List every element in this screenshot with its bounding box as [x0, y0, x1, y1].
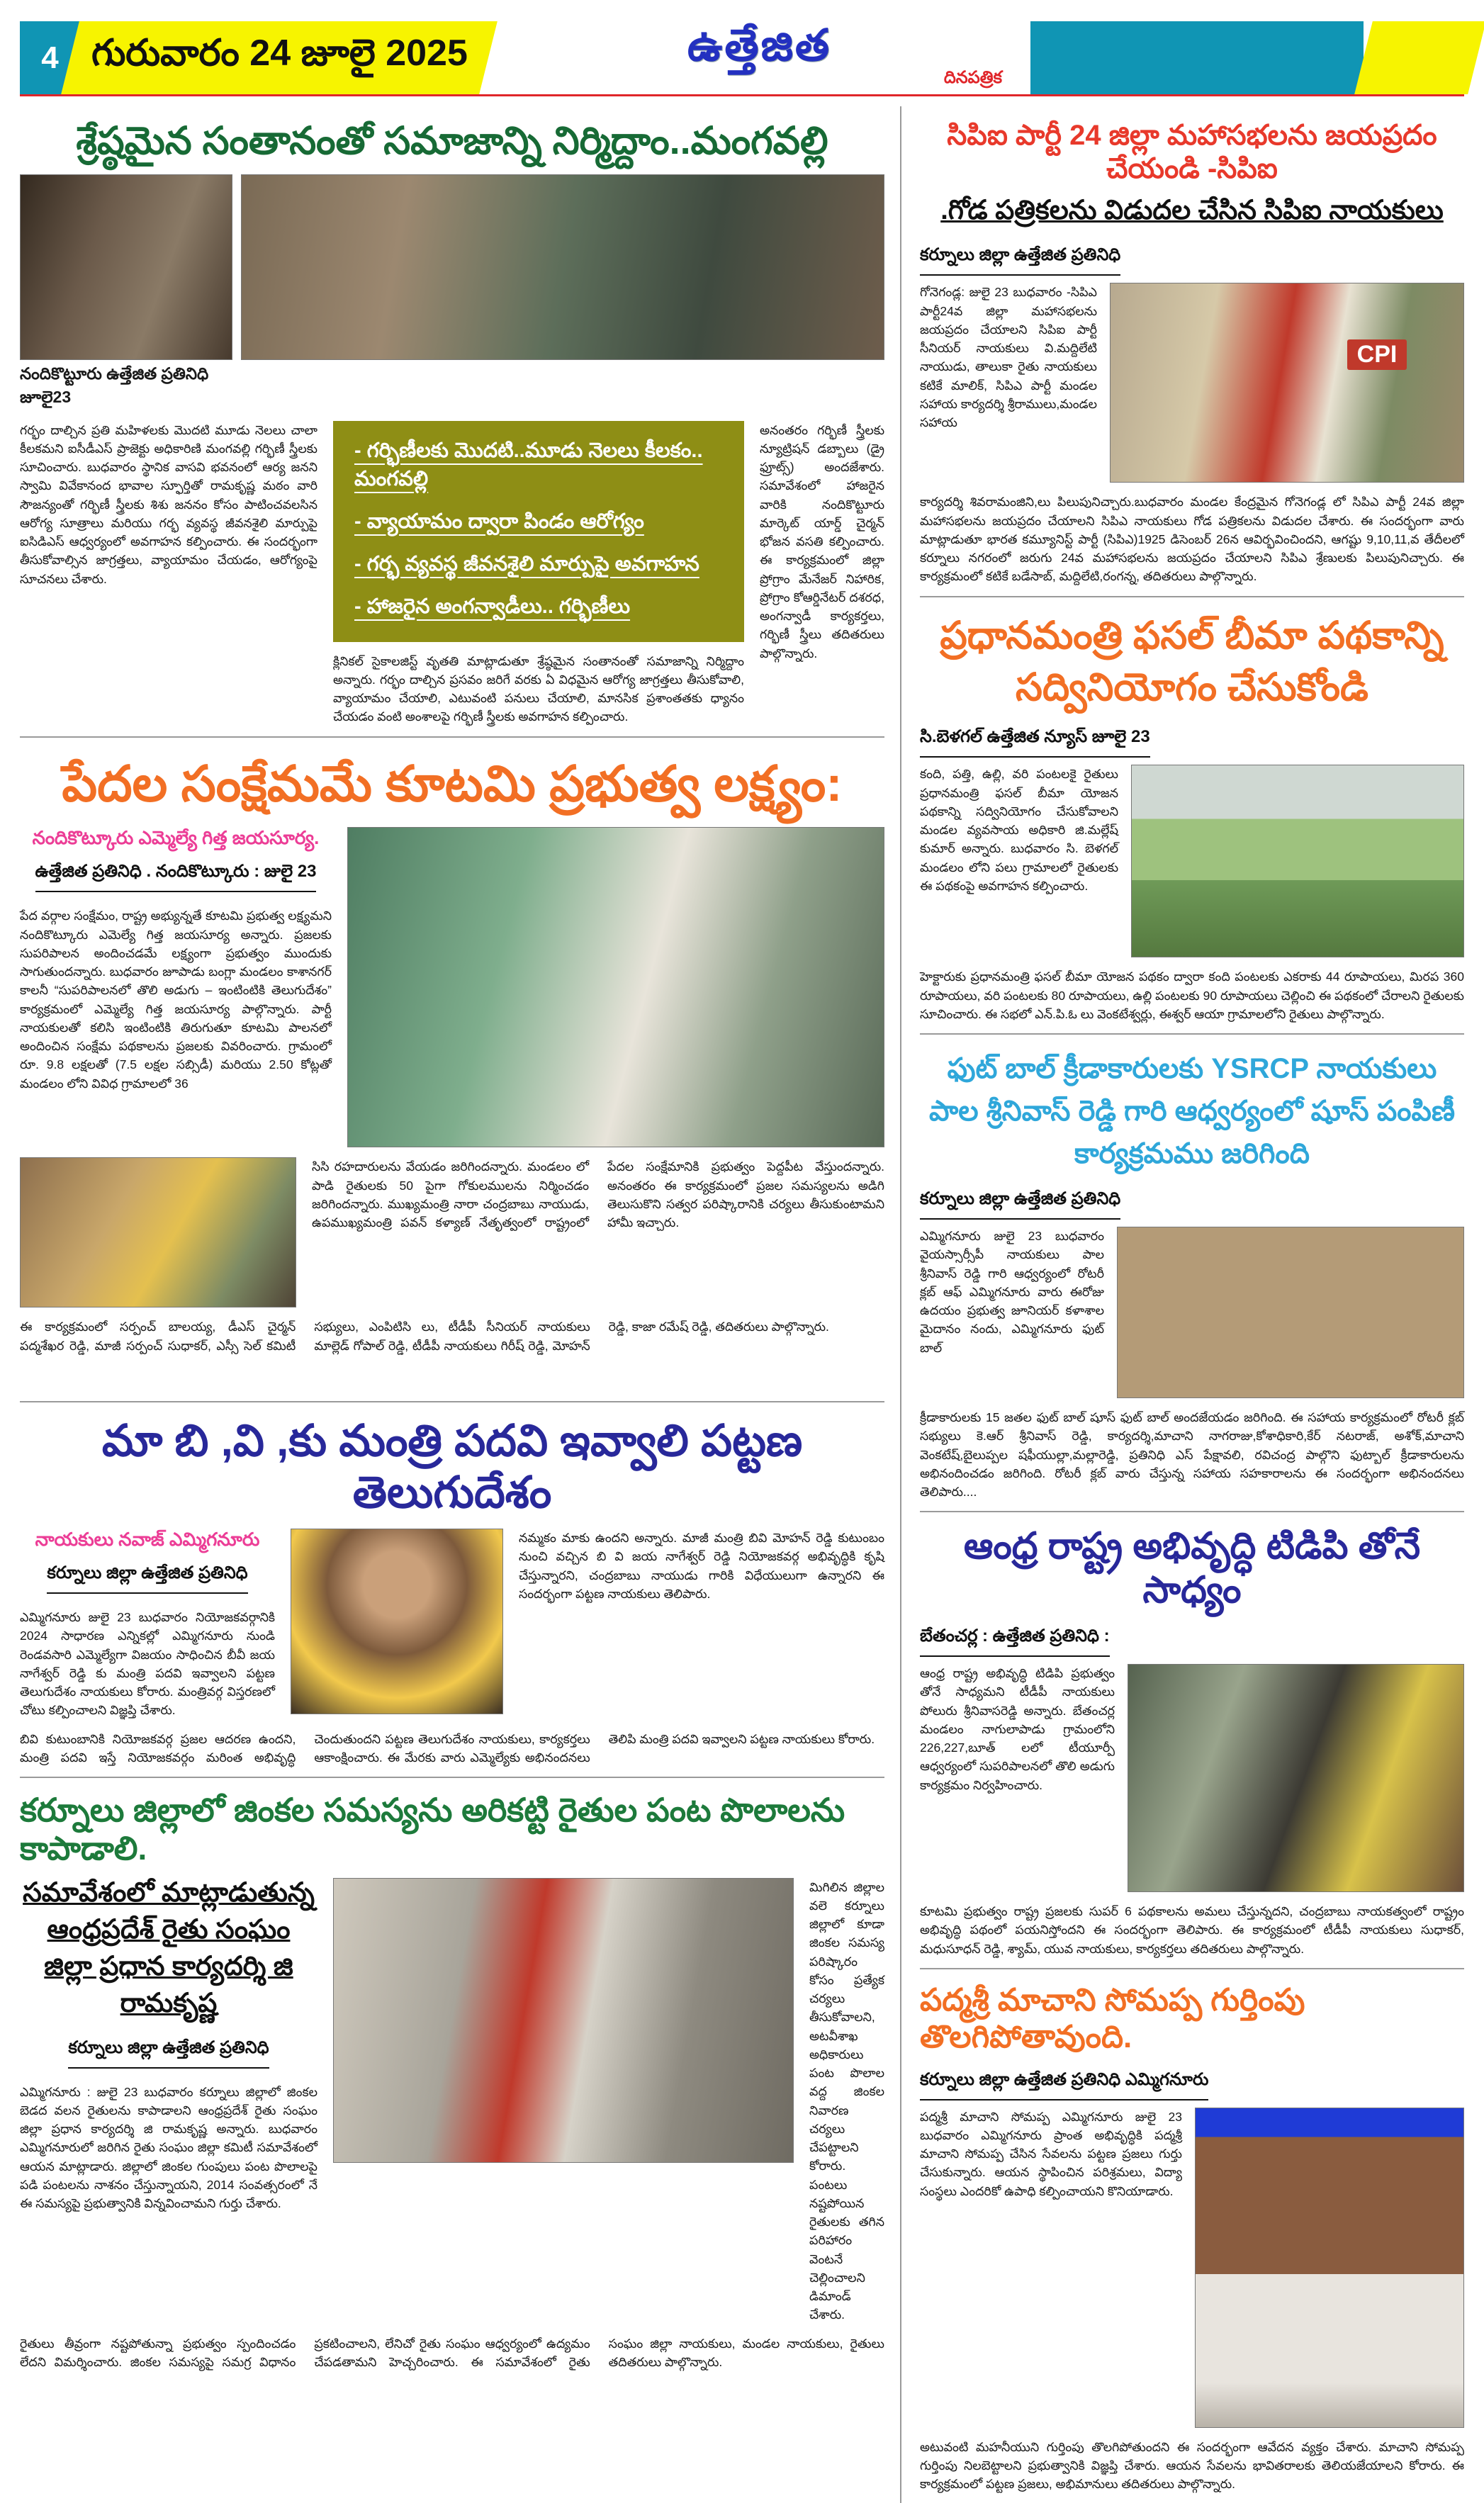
headline: శ్రేష్ఠమైన సంతానంతో సమాజాన్ని నిర్మిద్దాం..మంగవల్లి — [76, 120, 828, 162]
photo-mla-group — [347, 827, 884, 1147]
body-column: ఎమ్మిగనూరు జులై 23 బుధవారం వైయస్సార్సీపీ నాయకులు పాల శ్రీనివాస్ రెడ్డి గారి ఆధ్వర్యంలో రోటరీ క్లబ్ ఆఫ్ ఎమ్మిగనూరు వారు ఈరోజు ఉదయం ప్రభుత్వ జూనియర్ కళాశాల మైదానం నందు, ఎమ్మిగనూరు ఫుట్ బాల్ — [920, 1229, 1104, 1355]
logo-subtitle: దినపత్రిక — [943, 68, 1002, 87]
photo-cpi-flag-street — [1110, 283, 1464, 483]
body-column: క్లినికల్ సైకాలజిస్ట్ వృతతి మాట్లాడుతూ శ్రేష్ఠమైన సంతానంతో సమాజాన్ని నిర్మిద్దాం అన్నారు. గర్భం దాల్చిన ప్రసవం జరిగే వరకు ఏ విధమైన ఆరోగ్య జాగ్రత్తలు తీసుకోవాలి, వ్యాయామం చేయాలి, ఎటువంటి పనులు చేయాలి, మానసిక ప్రశాంతతకు ధ్యానం చేయడం వంటి అంశాలపై గర్భిణీ స్త్రీలకు అవగాహన కల్పించారు. — [333, 653, 744, 724]
page-header — [20, 21, 1464, 96]
body-left — [20, 1529, 275, 1720]
body-bottom: కార్యదర్శి శివరామంజిని,లు పిలుపునిచ్చారు.బుధవారం మండల కేంద్రమైన గోనెగండ్ల లో సిపిఎ పార్టీ 24వ జిల్లా మహాసభలను జయప్రదం చేయాలని సిపిఎ నాయకులు గోడ పత్రికలను విడుదల చేశారు. ఈ సందర్భంగా వారు మాట్లాడుతూ భారత కమ్యూనిస్ట్ పార్టీ (సిపిఎ)1925 డిసెంబర్ 26న ఆవిర్భవించిందని, ఆగష్టు 9,10,11,వ తేదీలలో కర్నూలు నగరంలో జరుగు 24వ మహాసభలను జయప్రదం చేయాలని సిపిఎ శ్రేణులకు పిలుపునిచ్చారు. ఈ కార్యక్రమంలో కటికే బడేసాబ్, మద్దిలేటి,రంగన్న, తదితరులు పాల్గొన్నారు. — [920, 495, 1464, 584]
bullet-item: - గర్భిణీలకు మొదటి..మూడు నెలలు కీలకం.. మంగవల్లి — [354, 439, 703, 490]
body-column: పేద వర్గాల సంక్షేమం, రాష్ట్ర అభ్యున్నతే కూటమి ప్రభుత్వ లక్ష్యమని నందికొట్కూరు ఎమెల్యే గిత్త జయసూర్య అన్నారు. ప్రజలకు సుపరిపాలన అందించడమే లక్ష్యంగా ప్రభుత్వం ముందుకు సాగుతుందన్నారు. బుధవారం జూపాడు బంగ్లా మండలం కాశానగర్ కాలనీ “సుపరిపాలనలో తొలి అడుగు – ఇంటింటికి తెలుగుదేశం” కార్యక్రమంలో ఎమ్మెల్యే గిత్త జయసూర్య పాల్గొన్నారు. పార్టీ నాయకులతో కలిసి ఇంటింటికి తిరుగుతూ కూటమి పాలనలో అందించిన సంక్షేమ పథకాలను ప్రజలకు వివరించారు. గ్రామంలో రూ. 9.8 లక్షలతో (7.5 లక్షల సబ్సిడీ) మరియు 2.50 కోట్లతో మండలం లోని వివిధ గ్రామాలలో 36 — [20, 909, 332, 1091]
headline: ప్రధానమంత్రి ఫసల్ బీమా పథకాన్ని సద్వినియోగం చేసుకోండి — [940, 614, 1444, 709]
headline: ఆంధ్ర రాష్ట్ర అభివృద్ధి టిడిపి తోనే సాధ్యం — [963, 1526, 1421, 1611]
body-column: ఎమ్మిగనూరు జులై 23 బుధవారం నియోజకవర్గానికి 2024 సాధారణ ఎన్నికల్లో ఎమ్మిగనూరు నుండి రెండవసారి ఎమ్మెల్యేగా విజయం సాధించిన బీవీ జయ నాగేశ్వర్ రెడ్డి కు మంత్రి పదవి ఇవ్వాలని పట్టణ తెలుగుదేశం నాయకులు కోరారు. మంత్రివర్గ విస్తరణలో చోటు కల్పించాలని విజ్ఞప్తి చేశారు. — [20, 1610, 275, 1718]
body-column: ఎమ్మిగనూరు : జులై 23 బుధవారం కర్నూలు జిల్లాలో జింకల బెడద వలన రైతులను కాపాడాలని ఆంధ్రప్రదేశ్ రైతు సంఘం జిల్లా ప్రధాన కార్యదర్శి జి రామకృష్ణ అన్నారు. బుధవారం ఎమ్మిగనూరులో జరిగిన రైతు సంఘం జిల్లా కమిటీ సమావేశంలో ఆయన మాట్లాడారు. జిల్లాలో జింకల గుంపులు పంట పొలాలపై పడి పంటలను నాశనం చేస్తున్నాయని, 2014 సంవత్సరంలో నే ఈ సమస్యపై ప్రభుత్వానికి విన్నవించామని గుర్తు చేశారు. — [20, 2084, 317, 2211]
article-cpi-conference — [920, 106, 1464, 596]
byline-reporter: కర్నూలు జిల్లా ఉత్తేజిత ప్రతినిధి ఎమ్మిగనూరు — [920, 2070, 1208, 2100]
article-fasal-bima — [920, 596, 1464, 1034]
highlight-box — [333, 421, 744, 726]
left-column — [20, 106, 901, 2503]
headline: పద్మశ్రీ మాచాని సోమప్ప గుర్తింపు తొలగిపోతావుంది. — [920, 1982, 1305, 2054]
body-bottom: హెక్టారుకు ప్రధానమంత్రి ఫసల్ బీమా యోజన పథకం ద్వారా కంది పంటలకు ఎకరాకు 44 రూపాయలు, మిరప 360 రూపాయలు, వరి పంటలకు 80 రూపాయలు, ఉల్లి పంటలకు 90 రూపాయలు చెల్లించి ఈ పథకంలో చేరాలని రైతులకు సూచించారు. ఈ సభలో ఎన్.పి.ఓ లు వెంకటేశ్వర్లు, ఈశ్వర్ ఆయా గ్రామాలలోని రైతులు పాల్గొన్నారు. — [920, 969, 1464, 1021]
article-minister-post-demand — [20, 1401, 884, 1777]
body-bottom: బివి కుటుంబానికి నియోజకవర్గ ప్రజల ఆదరణ ఉందని, మంత్రి పదవి ఇస్తే నియోజకవర్గం మరింత అభివృద్ధి చెందుతుందని పట్టణ తెలుగుదేశం నాయకులు, కార్యకర్తలు ఆకాంక్షించారు. ఈ మేరకు వారు ఎమ్మెల్యేకు అభినందనలు తెలిపి మంత్రి పదవి ఇవ్వాలని పట్టణ నాయకులు కోరారు. — [20, 1731, 875, 1765]
byline-reporter: ఉత్తేజిత ప్రతినిధి . నందికొట్కూరు : జులై 23 — [20, 857, 332, 899]
logo-title: ఉత్తేజిత — [687, 21, 832, 70]
page-body — [20, 106, 1464, 2503]
body-bottom: కూటమి ప్రభుత్వం రాష్ట్ర ప్రజలకు సుపర్ 6 పథకాలను అమలు చేస్తున్నదని, చంద్రబాబు నాయకత్వంలో రాష్ట్రం అభివృద్ధి పథంలో పయనిస్తోందని ఈ సందర్భంగా తెలిపారు. ఈ కార్యక్రమంలో టీడీపీ నాయకులు సుధాకర్, మధుసూధన్ రెడ్డి, శ్యామ్, యువ నాయకులు, కార్యకర్తలు తదితరులు పాల్గొన్నారు. — [920, 1904, 1464, 1956]
article-coalition-welfare — [20, 736, 884, 1401]
newspaper-logo — [488, 21, 1030, 94]
byline-row — [920, 2066, 1464, 2108]
body-column: కంది, పత్తి, ఉల్లి, వరి పంటలకై రైతులు ప్రధానమంత్రి ఫసల్ బీమా యోజన పథకాన్ని సద్వినియోగం చేసుకోవాలని మండల వ్యవసాయ అధికారి జి.మల్లేష్ కుమార్ అన్నారు. బుధవారం సి. బెళగల్ మండలం లోని పలు గ్రామాలలో రైతులకు ఈ పథకంపై అవగాహన కల్పించారు. — [920, 767, 1118, 893]
photo-farmers-meeting — [333, 1878, 794, 2163]
sub-headline: .గోడ పత్రికలను విడుదల చేసిన సిపిఐ నాయకులు — [940, 196, 1444, 226]
photo-leader-portrait — [291, 1529, 503, 1714]
photo-field-awareness — [1131, 765, 1464, 957]
date-banner — [61, 21, 498, 94]
byline-reporter: కర్నూలు జిల్లా ఉత్తేజిత ప్రతినిధి — [20, 1559, 275, 1601]
article-machani-somappa — [920, 1968, 1464, 2503]
body-bottom: అటువంటి మహనీయుని గుర్తింపు తొలగిపోతుందని ఈ సందర్భంగా ఆవేదన వ్యక్తం చేశారు. మాచాని సోమప్ప గుర్తింపు నిలబెట్టాలని ప్రభుత్వానికి విజ్ఞప్తి చేశారు. ఆయన సేవలను భావితరాలకు తెలియజేయాలని కోరారు. ఈ కార్యక్రమంలో పట్టణ ప్రజలు, అభిమానులు తదితరులు పాల్గొన్నారు. — [920, 2439, 1464, 2492]
byline-leaders: నాయకులు నవాజ్ ఎమ్మిగనూరు — [35, 1529, 260, 1551]
byline-row — [920, 723, 1464, 765]
headline: సిపిఐ పార్టీ 24 జిల్లా మహాసభలను జయప్రదం చేయండి -సిపిఐ — [947, 120, 1437, 185]
byline-row — [920, 1185, 1464, 1227]
page-date: గురువారం 24 జూలై 2025 — [91, 33, 468, 74]
photo-block — [20, 174, 232, 411]
article-pregnancy-awareness — [20, 106, 884, 736]
page-number: 4 — [20, 21, 80, 94]
body-column: మిగిలిన జిల్లాల వలె కర్నూలు జిల్లాలో కూడా జింకల సమస్య పరిష్కారం కోసం ప్రత్యేక చర్యలు తీసుకోవాలని, అటవీశాఖ అధికారులు పంట పొలాల వద్ద జింకల నివారణ చర్యలు చేపట్టాలని కోరారు. పంటలు నష్టపోయిన రైతులకు తగిన పరిహారం వెంటనే చెల్లించాలని డిమాండ్ చేశారు. — [809, 1879, 884, 2322]
photo-somappa-portrait — [1195, 2108, 1464, 2428]
bullet-item: - వ్యాయామం ద్వారా పిండం ఆరోగ్యం — [354, 510, 644, 533]
photo-audience-hall — [241, 174, 884, 360]
headline: కర్నూలు జిల్లాలో జింకల సమస్యను అరికట్టి రైతుల పంట పొలాలను కాపాడాలి. — [20, 1792, 845, 1867]
byline-reporter: కర్నూలు జిల్లా ఉత్తేజిత ప్రతినిధి — [920, 245, 1120, 276]
byline-reporter: కర్నూలు జిల్లా ఉత్తేజిత ప్రతినిధి — [20, 2034, 317, 2076]
article-deer-problem — [20, 1777, 884, 2381]
article-tdp-development — [920, 1511, 1464, 1967]
bullet-item: - గర్భ వ్యవస్థ జీవనశైలి మార్పుపై అవగాహన — [354, 552, 699, 575]
body-column: ఆంధ్ర రాష్ట్ర అభివృద్ధి టిడిపి ప్రభుత్వం తోనే సాధ్యమని టీడీపీ నాయకులు పోలురు శ్రీనివాసరెడ్డి అన్నారు. బేతంచర్ల మండలం నాగులాపాడు గ్రామంలోని 226,227,బూత్ లలో టీయూర్పీ ఆధ్వర్యంలో సుపరిపాలనలో తొలి అడుగు కార్యక్రమం నిర్వహించారు. — [920, 1666, 1115, 1792]
byline-reporter: కర్నూలు జిల్లా ఉత్తేజిత ప్రతినిధి — [920, 1189, 1120, 1220]
cpi-flag-text: CPI — [1347, 339, 1407, 370]
photo-playground-kids — [1117, 1227, 1464, 1398]
body-column: అనంతరం గర్భిణీ స్త్రీలకు న్యూట్రిషన్ డబ్బాలు (డ్రై ఫ్రూట్స్) అందజేశారు. సమావేశంలో హాజరైన వారికి నందికొట్టూరు మార్కెట్ యార్డ్ చైర్మన్ భోజన వసతి కల్పించారు. ఈ కార్యక్రమంలో జిల్లా ప్రోగ్రాం మేనేజర్ నిహారిక, ప్రోగ్రాం కోఆర్డినేటర్ దశరధ, అంగన్వాడీ కార్యకర్తలు, గర్భిణీ స్త్రీలు తదితరులు పాల్గొన్నారు. — [760, 422, 884, 660]
body-column: పద్మశ్రీ మాచాని సోమప్ప ఎమ్మిగనూరు జులై 23 బుధవారం ఎమ్మిగనూరు ప్రాంత అభివృద్ధికి పద్మశ్రీ మాచాని సోమప్ప చేసిన సేవలను పట్టణ ప్రజలు గుర్తు చేసుకున్నారు. ఆయన స్థాపించిన పరిశ్రమలు, విద్యా సంస్థలు ఎందరికో ఉపాధి కల్పించాయని కొనియాడారు. — [920, 2109, 1182, 2198]
photo-meeting-indoor — [20, 174, 232, 360]
body-bottom: ఈ కార్యక్రమంలో సర్పంచ్ బాలయ్య, డీఎస్ చైర్మన్ పద్మశేఖర రెడ్డి, మాజీ సర్పంచ్ సుధాకర్, ఎస్సీ సెల్ కమిటీ సభ్యులు, ఎంపిటిసి లు, టీడీపీ సీనియర్ నాయకులు మాల్లెడ్ గోపాల్ రెడ్డి, టీడీపీ నాయకులు గిరీష్ రెడ్డి, మోహన్ రెడ్డి, కాజా రమేష్ రెడ్డి, తదితరులు పాల్గొన్నారు. — [20, 1320, 829, 1353]
body-column: గర్భం దాల్చిన ప్రతి మహిళలకు మొదటి మూడు నెలలు చాలా కీలకమని ఐసీడీఎస్ ప్రాజెక్టు అధికారిణి మంగవల్లి గర్భిణీ స్త్రీలకు సూచించారు. బుధవారం స్థానిక వాసవి భవనంలో ఆర్య జనని స్వామి వివేకానంద భావాల స్ఫూర్తితో రామకృష్ణ మఠం వారి సౌజన్యంతో గర్భిణీ స్త్రీలకు శిశు జననం కోసం పాటించవలసిన ఆరోగ్య సూత్రాలు మరియు గర్భ వ్యవస్థ జీవనశైలి మార్పుపై ఐసిడిఎస్ ఆధ్వర్యంలో అవగాహన కల్పించారు. ఈ సందర్భంగా తీసుకోవాల్సిన జాగ్రత్తలు, వ్యాయామం చేయడం, ఆరోగ్యంపై సూచనలు చేశారు. — [20, 422, 317, 586]
headline: ఫుట్ బాల్ క్రీడాకారులకు YSRCP నాయకులు పాల శ్రీనివాస్ రెడ్డి గారి ఆధ్వర్యంలో షూస్ పంపిణీ కార్యక్రమము జరిగింది — [928, 1053, 1456, 1170]
byline-row — [920, 1622, 1464, 1664]
body-column: గోనెగండ్ల: జులై 23 బుధవారం -సిపిఎ పార్టీ24వ జిల్లా మహాసభలను జయప్రదం చేయాలని సిపిఐ పార్టీ సీనియర్ నాయకులు వి.మద్దిలేటి నాయుడు, తాలుకా రైతు నాయకులు కటికే మాలిక్, సిపిఎ పార్టీ మండల సహాయ కార్యదర్శి శ్రీరాములు,మండల సహాయ — [920, 285, 1097, 430]
body-bottom: క్రీడాకారులకు 15 జతల ఫుట్ బాల్ షూస్ ఫుట్ బాల్ అందజేయడం జరిగింది. ఈ సహాయ కార్యక్రమంలో రోటరీ క్లబ్ సభ్యులు కె.ఆర్ శ్రీనివాస్ రెడ్డి, కార్యదర్శి,మాచాని నాగరాజు,కోశాధికారి,కేర్ నటరాజ్, అశోక్,మాచాని వెంకటేష్,బైలుప్పల షఫీయుల్లా,మల్లారెడ్డి, ప్రతినిధి ఎస్ పేక్షావలి, రవిచంద్ర పాల్గొని ఫుట్బాల్ క్రీడాకారులను అభినందించడం జరిగింది. రోటరీ క్లబ్ వారు చేస్తున్న సహాయ సహకారాలను ఈ సందర్భంగా అభినందనలు తెలిపారు.... — [920, 1410, 1464, 1500]
headline: మా బి ,వి ,కు మంత్రి పదవి ఇవ్వాలి పట్టణ తెలుగుదేశం — [101, 1416, 803, 1517]
byline-row — [920, 241, 1464, 283]
sub-headline: సమావేశంలో మాట్లాడుతున్న ఆంధ్రప్రదేశ్ రైతు సంఘం జిల్లా ప్రధాన కార్యదర్శి జి రామకృష్ణ — [23, 1877, 315, 2018]
byline-mla: నందికొట్కూరు ఎమ్మెల్యే గిత్త జయసూర్య. — [32, 827, 320, 849]
byline-reporter: బేతంచర్ల : ఉత్తేజిత ప్రతినిధి : — [920, 1626, 1110, 1657]
bullet-box — [333, 421, 744, 642]
photo-tdp-street — [1128, 1664, 1464, 1892]
body-column: నమ్మకం మాకు ఉందని అన్నారు. మాజీ మంత్రి బివి మోహన్ రెడ్డి కుటుంబం నుంచి వచ్చిన బి వి జయ నాగేశ్వర్ రెడ్డి నియోజకవర్గ అభివృద్ధికి కృషి చేస్తున్నారని, చంద్రబాబు నాయుడు గారికి విధేయులుగా ఉన్నారని ఈ సందర్భంగా పట్టణ నాయకులు తెలిపారు. — [519, 1531, 884, 1601]
right-column — [920, 106, 1464, 2503]
byline-reporter: సి.బెళగల్ ఉత్తేజిత న్యూస్ జూలై 23 — [920, 727, 1150, 758]
body-left — [20, 827, 332, 1147]
photo-caption: నందికొట్టూరు ఉత్తేజిత ప్రతినిధి జూలై23 — [20, 364, 209, 406]
header-yellow-band — [1354, 21, 1484, 94]
body-left — [20, 1878, 317, 2324]
header-teal-band — [1030, 21, 1364, 94]
body-column: సిసి రహదారులను వేయడం జరిగిందన్నారు. మండలం లో పాడి రైతులకు 50 పైగా గోకులములను నిర్మించడం జరిగిందన్నారు. ముఖ్యమంత్రి నారా చంద్రబాబు నాయుడు, ఉపముఖ్యమంత్రి పవన్ కళ్యాణ్ నేతృత్వంలో రాష్ట్రంలో పేదల సంక్షేమానికి ప్రభుత్వం పెద్దపీట వేస్తుందన్నారు. అనంతరం ఈ కార్యక్రమంలో ప్రజల సమస్యలను అడిగి తెలుసుకొని సత్వర పరిష్కారానికి చర్యలు తీసుకుంటామని హామీ ఇచ్చారు. — [312, 1159, 884, 1230]
article-football-shoes — [920, 1033, 1464, 1511]
body-bottom: రైతులు తీవ్రంగా నష్టపోతున్నా ప్రభుత్వం స్పందించడం లేదని విమర్శించారు. జింకల సమస్యపై సమగ్ర విధానం ప్రకటించాలని, లేనిచో రైతు సంఘం ఆధ్వర్యంలో ఉద్యమం చేపడతామని హెచ్చరించారు. ఈ సమావేశంలో రైతు సంఘం జిల్లా నాయకులు, మండల నాయకులు, రైతులు తదితరులు పాల్గొన్నారు. — [20, 2336, 884, 2369]
photo-door-visit — [20, 1157, 296, 1307]
headline: పేదల సంక్షేమమే కూటమి ప్రభుత్వ లక్ష్యం: — [62, 755, 843, 811]
bullet-item: - హాజరైన అంగన్వాడీలు.. గర్భిణీలు — [354, 595, 631, 618]
